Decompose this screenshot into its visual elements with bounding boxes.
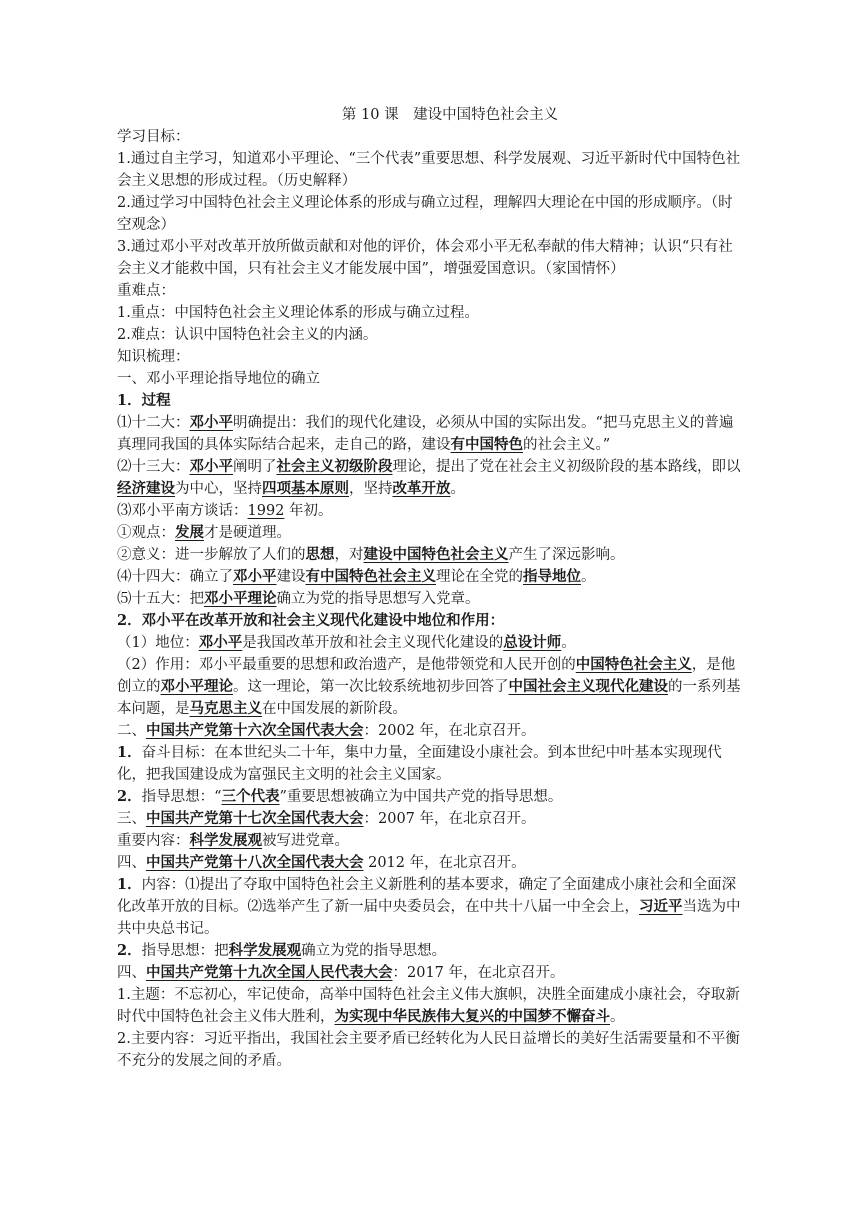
text-line	[117, 632, 743, 654]
text-run: 当选为中共中央总书记。	[117, 899, 741, 937]
text-line	[117, 566, 743, 588]
text-run: 的社会主义。”	[523, 437, 611, 453]
key-term: 邓小平	[198, 634, 243, 651]
text-run: （1）地位：	[117, 635, 199, 651]
text-run: ①观点：	[117, 525, 175, 541]
text-run: 二、	[117, 723, 146, 739]
text-run: 1．	[117, 876, 142, 893]
key-term: 四项基本原则	[262, 480, 349, 497]
text-run: 知识梳理：	[117, 349, 190, 365]
text-run: 重难点：	[117, 283, 175, 299]
text-run: 在中国发展的新阶段。	[262, 701, 407, 717]
text-run: 1.通过自主学习，知道邓小平理论、“三个代表”重要思想、科学发展观、习近平新时代中国特色社会主义思想的形成过程。（历史解释）	[117, 151, 741, 189]
text-line	[117, 126, 743, 148]
text-run: 2．	[117, 788, 142, 805]
text-run: 三、	[117, 811, 146, 827]
text-line	[117, 280, 743, 302]
key-term: 经济建设	[117, 480, 175, 497]
text-run: 3.通过邓小平对改革开放所做贡献和对他的评价，体会邓小平无私奉献的伟大精神；认识“只有社会主义才能救中国，只有社会主义才能发展中国”，增强爱国意识。（家国情怀）	[117, 239, 733, 277]
text-run: 学习目标：	[117, 129, 190, 145]
text-run: ⑶邓小平南方谈话：	[117, 503, 248, 519]
key-term: 邓小平理论	[204, 590, 277, 607]
text-run: 被写进党章。	[262, 833, 349, 849]
text-line	[117, 984, 743, 1028]
text-run: 2．邓小平在改革开放和社会主义现代化建设中地位和作用：	[117, 612, 505, 629]
text-line	[117, 742, 743, 786]
key-term: 有中国特色	[450, 436, 523, 453]
text-line	[117, 236, 743, 280]
text-run: 一、邓小平理论指导地位的确立	[117, 371, 320, 387]
text-run: 四、	[117, 855, 146, 871]
text-run: ⑸十五大：把	[117, 591, 204, 607]
key-term: 科学发展观	[189, 832, 262, 849]
text-run: ⑷十四大：确立了	[117, 569, 233, 585]
text-run: 重要内容：	[117, 833, 190, 849]
text-run: 才是硬道理。	[204, 525, 291, 541]
text-line	[117, 412, 743, 456]
text-run: ，坚持	[349, 481, 393, 497]
text-run: （2）作用：邓小平最重要的思想和政治遗产，是他带领党和人民开创的	[117, 657, 576, 673]
text-run: 2．	[117, 942, 142, 959]
key-term: 三个代表	[221, 788, 280, 805]
text-line	[117, 830, 743, 852]
key-term: 建设中国特色社会主义	[363, 546, 509, 563]
text-run: 明确提出：我们的现代化建设，必须从中国的实际出发。“把马克思主义的普遍真理同我国的具体实际结合起来，走自己的路，建设	[117, 415, 734, 453]
text-run: 理论，提出了党在社会主义初级阶段的基本路线，即以	[392, 459, 741, 475]
text-run: 。这一理论，第一次比较系统地初步回答了	[233, 679, 509, 695]
text-run: 确立为党的指导思想。	[301, 943, 447, 959]
text-line	[117, 720, 743, 742]
key-term: 中国共产党第十六次全国代表大会	[146, 722, 364, 739]
text-line	[117, 588, 743, 610]
text-run: 是我国改革开放和社会主义现代化建设的	[242, 635, 504, 651]
text-line	[117, 962, 743, 984]
text-run: 产生了深远影响。	[508, 547, 625, 563]
text-run: 指导思想：“	[141, 789, 222, 805]
text-run: ⑵十三大：	[117, 459, 190, 475]
text-line	[117, 390, 743, 412]
text-line	[117, 654, 743, 720]
text-line	[117, 500, 743, 522]
text-run: 2.难点：认识中国特色社会主义的内涵。	[117, 327, 378, 343]
key-term: 邓小平	[189, 458, 233, 475]
text-run: 。	[561, 635, 576, 651]
text-run: 2.主要内容：习近平指出，我国社会主要矛盾已经转化为人民日益增长的美好生活需要量和不平衡不充分的发展之间的矛盾。	[117, 1031, 740, 1069]
key-term: 邓小平理论	[160, 678, 233, 695]
text-run: 1．过程	[117, 392, 171, 409]
text-run: 。	[450, 481, 465, 497]
text-run: 阐明了	[233, 459, 277, 475]
text-run: 建设	[276, 569, 306, 585]
key-term: 发展	[175, 524, 204, 541]
text-line	[117, 346, 743, 368]
text-run: 1.重点：中国特色社会主义理论体系的形成与确立过程。	[117, 305, 479, 321]
text-run: ⑴十二大：	[117, 415, 190, 431]
text-line	[117, 1028, 743, 1072]
text-run: 为中心，坚持	[175, 481, 262, 497]
text-run: ：2002 年，在北京召开。	[363, 723, 536, 739]
text-run: 2.通过学习中国特色社会主义理论体系的形成与确立过程，理解四大理论在中国的形成顺序。（时空观念）	[117, 195, 733, 233]
key-term: 中国共产党第十八次全国代表大会	[146, 854, 364, 871]
text-line	[117, 852, 743, 874]
document-body	[117, 104, 743, 1072]
text-run: 1992	[247, 503, 285, 519]
text-run: ，是他创立的	[117, 657, 736, 695]
key-term: 邓小平	[189, 414, 233, 431]
key-term: 中国共产党第十九次全国人民代表大会	[146, 964, 393, 981]
key-term: 邓小平	[233, 568, 277, 585]
text-run: ②意义：进一步解放了人们的	[117, 547, 306, 563]
text-run: 四、	[117, 965, 146, 981]
text-run: 2012 年，在北京召开。	[363, 855, 526, 871]
lesson-title: 第 10 课 建设中国特色社会主义	[341, 107, 559, 123]
text-line	[117, 324, 743, 346]
key-term: 有中国特色社会主义	[305, 568, 436, 585]
key-term: 科学发展观	[228, 942, 302, 959]
text-run: ：2007 年，在北京召开。	[363, 811, 536, 827]
text-line	[117, 940, 743, 962]
key-term: 中国共产党第十七次全国代表大会	[146, 810, 364, 827]
key-term: 总设计师	[503, 634, 562, 651]
text-run: 内容：⑴提出了夺取中国特色社会主义新胜利的基本要求，确定了全面建成小康社会和全面深化改革开放的目标。⑵选举产生了新一届中央委员会，在中共十八届一中全会上，	[117, 877, 737, 915]
text-run: ”重要思想被确立为中国共产党的指导思想。	[279, 789, 563, 805]
text-run: 。	[581, 569, 596, 585]
text-run: 理论在全党的	[436, 569, 523, 585]
text-run: 年初。	[284, 503, 333, 519]
text-run: 1．	[117, 744, 142, 761]
key-term: 指导地位	[523, 568, 581, 585]
text-run: ：2017 年，在北京召开。	[392, 965, 565, 981]
key-term: 马克思主义	[189, 700, 262, 717]
text-run: 1.主题：不忘初心，牢记使命，高举中国特色社会主义伟大旗帜，决胜全面建成小康社会，夺取新时代中国特色社会主义伟大胜利，	[117, 987, 740, 1025]
key-term: 社会主义初级阶段	[276, 458, 393, 475]
text-run: 。	[610, 1009, 625, 1025]
text-line	[117, 302, 743, 324]
text-line	[117, 544, 743, 566]
text-run: 指导思想：把	[141, 943, 229, 959]
text-line	[117, 522, 743, 544]
text-run: 思想	[305, 546, 335, 563]
text-run: 确立为党的指导思想写入党章。	[276, 591, 480, 607]
text-line	[117, 610, 743, 632]
text-line	[117, 456, 743, 500]
text-line	[117, 148, 743, 192]
text-line	[117, 786, 743, 808]
key-term: 习近平	[639, 898, 683, 915]
key-term: 为实现中华民族伟大复兴的中国梦不懈奋斗	[334, 1008, 610, 1025]
text-run: ，对	[334, 547, 364, 563]
text-line	[117, 874, 743, 940]
text-line	[117, 808, 743, 830]
text-line	[117, 192, 743, 236]
text-run: 的一系列基本问题，是	[117, 679, 741, 717]
key-term: 改革开放	[392, 480, 451, 497]
key-term: 中国特色社会主义	[575, 656, 692, 673]
text-line	[117, 368, 743, 390]
key-term: 中国社会主义现代化建设	[508, 678, 668, 695]
text-run: 奋斗目标：在本世纪头二十年，集中力量，全面建设小康社会。到本世纪中叶基本实现现代化，把我国建设成为富强民主文明的社会主义国家。	[117, 745, 722, 783]
